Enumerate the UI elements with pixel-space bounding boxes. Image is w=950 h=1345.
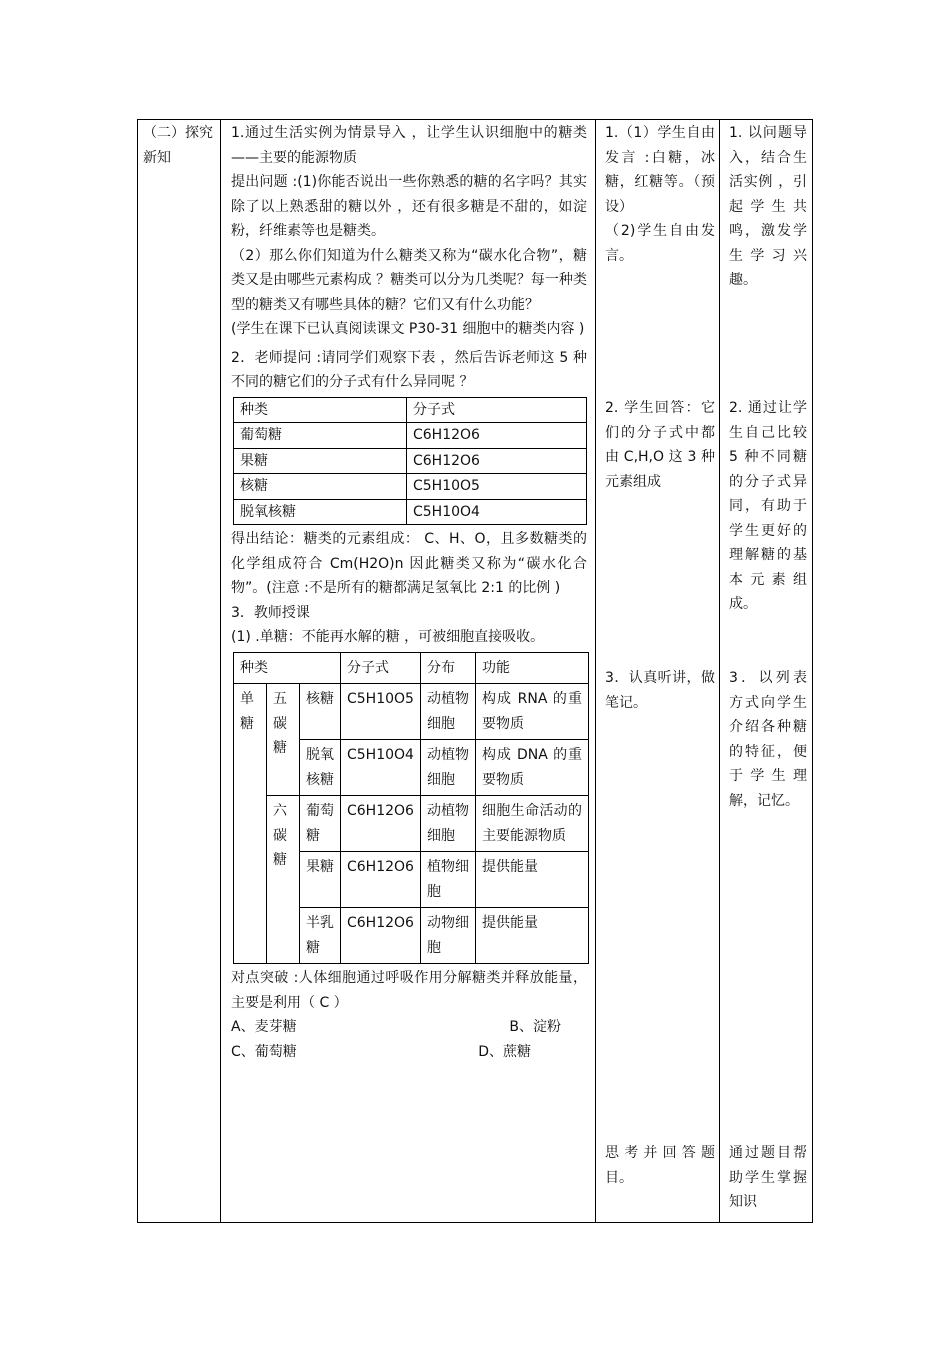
design-intent-column [729,666,807,813]
table-row [234,423,587,449]
table-cell: 五碳糖 [267,684,300,796]
table-cell: 半乳糖 [300,908,341,964]
table-cell: 核糖 [300,684,341,740]
table-cell: 构成 DNA 的重要物质 [475,740,588,796]
paragraph: 对点突破 :人体细胞通过呼吸作用分解糖类并释放能量，主要是利用（ C ） [231,970,587,1011]
table-cell: 脱氧核糖 [234,499,407,525]
student-activity-column [605,1141,715,1190]
table-row [234,796,589,852]
table-cell: 六碳糖 [267,796,300,964]
student-activity-column [605,666,715,715]
table-cell: 细胞生命活动的主要能源物质 [475,796,588,852]
paragraph: 2．老师提问 :请同学们观察下表 ，然后告诉老师这 5 种不同的糖它们的分子式有什么异同呢 ？ [231,349,587,390]
table-row [234,474,587,500]
table-cell: 提供能量 [475,852,588,908]
table-cell: C6H12O6 [341,852,421,908]
table-cell: C5H10O5 [407,474,587,500]
paragraph: (学生在课下已认真阅读课文 P30-31 细胞中的糖类内容 ) [231,321,585,337]
table-cell: 核糖 [234,474,407,500]
design-note: 通过题目帮助学生掌握知识 [729,1145,807,1210]
student-answer: 思考并回答题目。 [605,1145,715,1186]
table-cell: 动物细胞 [420,908,475,964]
table-cell: 动植物细胞 [420,740,475,796]
student-answer: （2)学生自由发言。 [605,223,715,264]
table-cell: 果糖 [234,448,407,474]
table-cell: 单糖 [234,684,267,964]
paragraph: （2）那么你们知道为什么糖类又称为“碳水化合物”，糖类又是由哪些元素构成 ？糖类可以分为几类呢？每一种类型的糖类又有哪些具体的糖？它们又有什么功能？ [231,247,587,313]
student-answer: 2. 学生回答：它们的分子式中都由 C,H,O 这 3 种元素组成 [605,400,715,490]
table-cell: 葡萄糖 [234,423,407,449]
monosaccharide-table [233,652,589,965]
table-header: 种类 [234,397,407,423]
student-activity-column [605,396,715,494]
table-header: 分子式 [407,397,587,423]
table-cell: 动植物细胞 [420,684,475,740]
student-activity-column [605,121,715,268]
table-cell: C5H10O4 [407,499,587,525]
section-heading-column [143,121,215,170]
table-header: 种类 [234,652,341,684]
table-cell: 动植物细胞 [420,796,475,852]
paragraph: 提出问题 :(1)你能否说出一些你熟悉的糖的名字吗？其实除了以上熟悉甜的糖以外 ，还有很多糖是不甜的，如淀粉，纤维素等也是糖类。 [231,174,587,239]
table-cell: 提供能量 [475,908,588,964]
student-answer: 1.（1）学生自由发言 :白糖，冰糖，红糖等。（预设） [605,125,715,215]
section-heading: （二）探究新知 [143,125,213,166]
table-header: 功能 [475,652,588,684]
design-note: 2. 通过让学生自己比较 5 种不同糖的分子式异同，有助于学生更好的理解糖的基本元素组成。 [729,400,807,612]
formula-table [233,397,587,526]
table-row [234,448,587,474]
table-cell: 果糖 [300,852,341,908]
table-cell: C5H10O4 [341,740,421,796]
table-row [234,684,589,740]
design-note: 3．以列表方式向学生介绍各种糖的特征，便于学生理解，记忆。 [729,670,807,809]
table-cell: C5H10O5 [341,684,421,740]
column-divider [719,119,720,1223]
table-cell: 脱氧核糖 [300,740,341,796]
design-intent-column [729,121,807,293]
paragraph: 得出结论：糖类的元素组成： C、H、O，且多数糖类的化学组成符合 Cm(H2O)n 因此糖类又称为“碳水化合物”。(注意 :不是所有的糖都满足氢氧比 2:1 的比例 ) [231,531,587,596]
column-divider [595,119,596,1223]
table-cell: C6H12O6 [341,908,421,964]
design-note: 1. 以问题导入，结合生活实例 ，引起学生共鸣，激发学生学习兴趣。 [729,125,807,288]
table-cell: 葡萄糖 [300,796,341,852]
design-intent-column [729,1141,807,1221]
paragraph: 1.通过生活实例为情景导入 ，让学生认识细胞中的糖类——主要的能源物质 [231,125,587,166]
option-d: D、蔗糖 [478,1043,531,1060]
options-row [231,1015,561,1040]
table-header: 分子式 [341,652,421,684]
table-row [234,499,587,525]
option-b: B、淀粉 [509,1019,561,1035]
paragraph: 3．教师授课 [231,604,310,621]
table-header: 分布 [420,652,475,684]
table-cell: C6H12O6 [407,423,587,449]
design-intent-column [729,396,807,617]
table-cell: 构成 RNA 的重要物质 [475,684,588,740]
table-cell: C6H12O6 [407,448,587,474]
paragraph: (1) .单糖：不能再水解的糖 ，可被细胞直接吸收。 [231,629,545,645]
student-answer: 3．认真听讲，做笔记。 [605,670,715,711]
option-a: A、麦芽糖 [231,1019,297,1035]
table-cell: 植物细胞 [420,852,475,908]
options-row [231,1040,531,1065]
option-c: C、葡萄糖 [231,1043,297,1060]
column-divider [220,119,221,1223]
teacher-activity-column [231,121,587,1064]
table-cell: C6H12O6 [341,796,421,852]
